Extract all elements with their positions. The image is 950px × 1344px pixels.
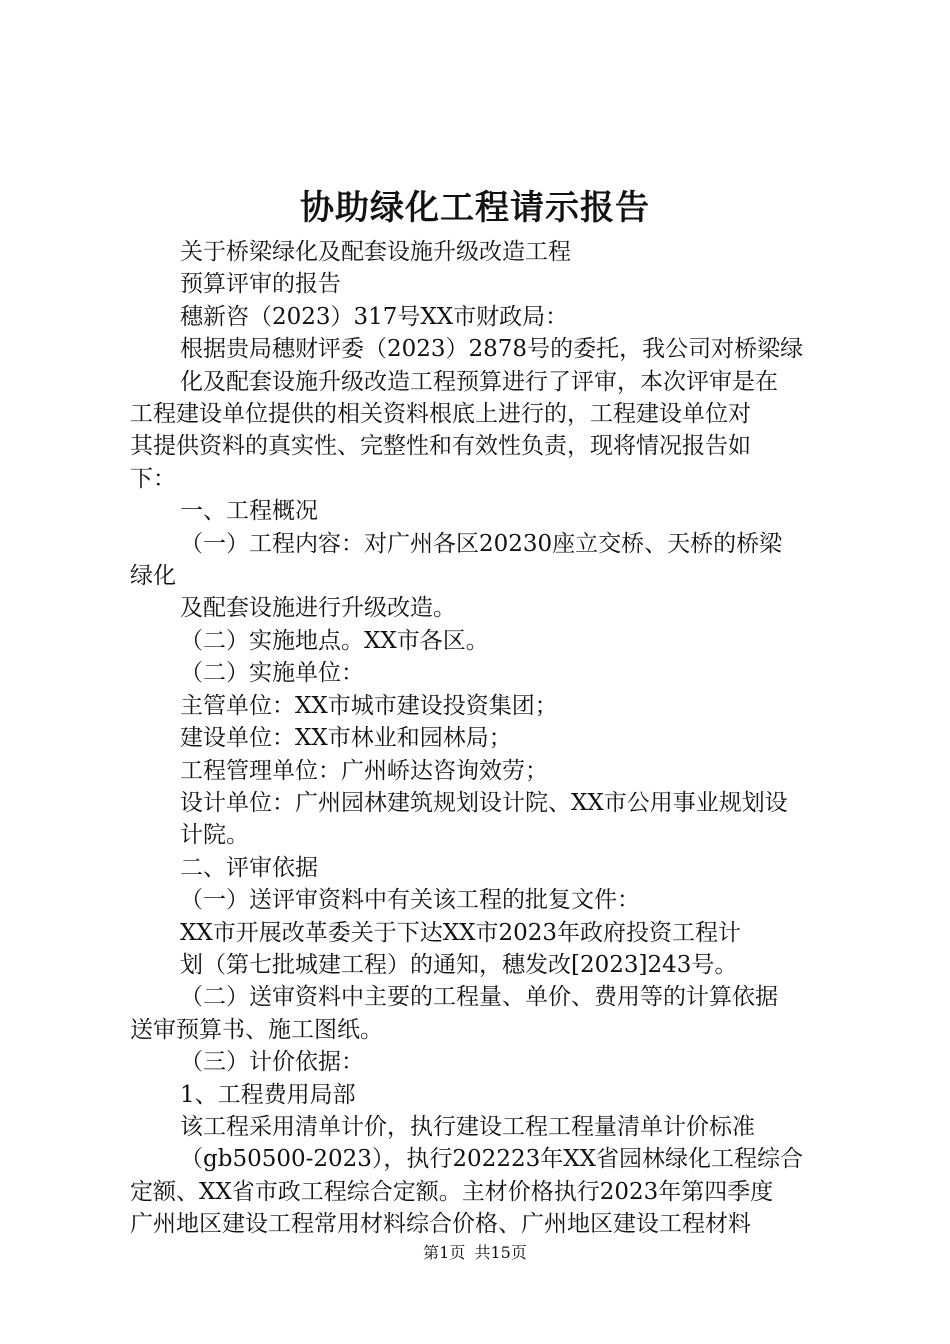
body-line: 计院。 xyxy=(180,822,249,849)
body-line: 1、工程费用局部 xyxy=(180,1081,356,1108)
body-line: 划（第七批城建工程）的通知，穗发改[2023]243号。 xyxy=(180,951,738,978)
page-total: 共15页 xyxy=(474,1243,527,1262)
section-heading: 二、评审依据 xyxy=(180,854,318,881)
body-line: （一）送评审资料中有关该工程的批复文件： xyxy=(180,887,640,914)
body-line: 送审预算书、施工图纸。 xyxy=(130,1016,383,1043)
body-line: 根据贵局穗财评委（2023）2878号的委托，我公司对桥梁绿 xyxy=(180,336,804,363)
document-body xyxy=(130,236,850,1241)
body-line: 预算评审的报告 xyxy=(180,271,341,298)
body-line: 穗新咨（2023）317号XX市财政局： xyxy=(180,303,569,330)
body-line: 工程管理单位：广州峤达咨询效劳； xyxy=(180,757,548,784)
section-heading: 一、工程概况 xyxy=(180,498,318,525)
body-line: 其提供资料的真实性、完整性和有效性负责，现将情况报告如 xyxy=(130,433,751,460)
body-line: 绿化 xyxy=(130,563,176,590)
body-line: 广州地区建设工程常用材料综合价格、广州地区建设工程材料 xyxy=(130,1211,751,1238)
body-line: （一）工程内容：对广州各区20230座立交桥、天桥的桥梁 xyxy=(180,530,783,557)
body-line: 及配套设施进行升级改造。 xyxy=(180,595,456,622)
body-line: 下： xyxy=(130,465,176,492)
body-line: （三）计价依据： xyxy=(180,1049,364,1076)
page-number: 第1页 xyxy=(423,1243,466,1262)
body-line: （二）实施单位： xyxy=(180,660,364,687)
body-line: 工程建设单位提供的相关资料根底上进行的，工程建设单位对 xyxy=(130,401,751,428)
body-line: （二）送审资料中主要的工程量、单价、费用等的计算依据 xyxy=(180,984,778,1011)
document-title: 协助绿化工程请示报告 xyxy=(300,188,650,228)
body-line: 建设单位：XX市林业和园林局； xyxy=(180,725,512,752)
body-line: 设计单位：广州园林建筑规划设计院、XX市公用事业规划设 xyxy=(180,789,788,816)
body-line: 该工程采用清单计价，执行建设工程工程量清单计价标准 xyxy=(180,1113,755,1140)
body-line: 定额、XX省市政工程综合定额。主材价格执行2023年第四季度 xyxy=(130,1178,774,1205)
body-line: 主管单位：XX市城市建设投资集团； xyxy=(180,692,558,719)
body-line: 关于桥梁绿化及配套设施升级改造工程 xyxy=(180,239,571,265)
body-line: 化及配套设施升级改造工程预算进行了评审，本次评审是在 xyxy=(180,368,778,395)
body-line: （二）实施地点。XX市各区。 xyxy=(180,627,489,654)
body-line: XX市开展改革委关于下达XX市2023年政府投资工程计 xyxy=(180,919,742,946)
body-line: （gb50500-2023），执行202223年XX省园林绿化工程综合 xyxy=(180,1146,803,1173)
page-footer xyxy=(0,1242,950,1264)
